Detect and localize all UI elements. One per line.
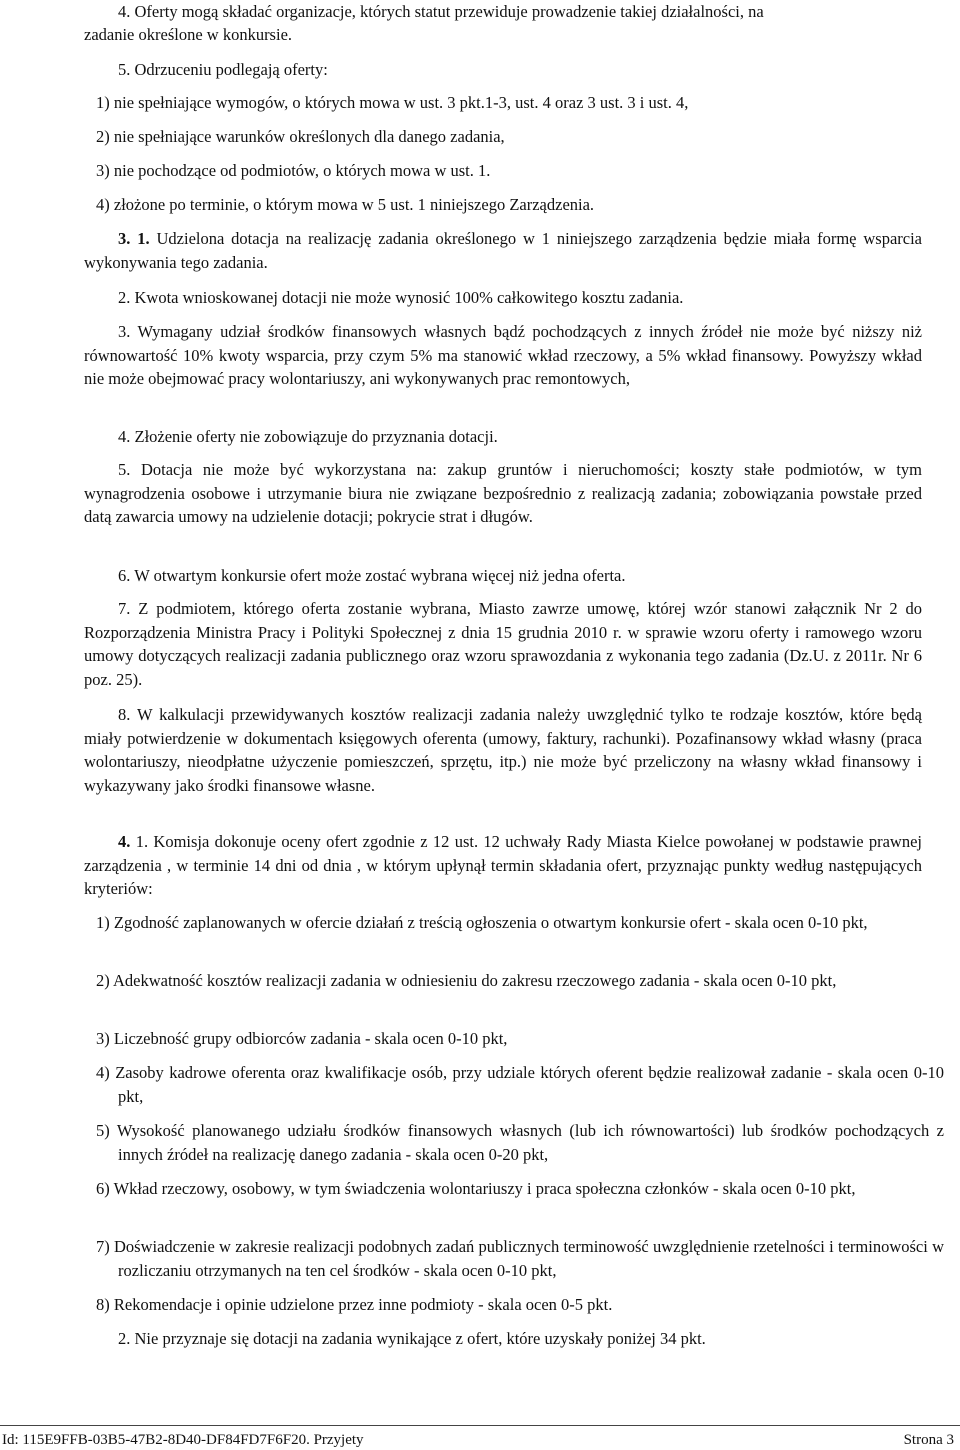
footer-document-id: Id: 115E9FFB-03B5-47B2-8D40-DF84FD7F6F20. Przyjety — [2, 1432, 364, 1448]
section-4-paragraph-2: 2. Nie przyznaje się dotacji na zadania wynikające z ofert, które uzyskały poniżej 34 pkt. — [118, 1329, 706, 1348]
section-3-paragraph-6: 6. W otwartym konkursie ofert może zostać wybrana więcej niż jedna oferta. — [118, 566, 626, 585]
criterion-item: 2) Adekwatność kosztów realizacji zadania w odniesieniu do zakresu rzeczowego zadania - skala ocen 0-10 pkt, — [96, 971, 837, 990]
paragraph-5: 5. Odrzuceniu podlegają oferty: — [118, 60, 328, 79]
criterion-item: 8) Rekomendacje i opinie udzielone przez inne podmioty - skala ocen 0-5 pkt. — [96, 1295, 613, 1314]
criterion-item: 5) Wysokość planowanego udziału środków finansowych własnych (lub ich równowartości) lub środków pochodzących z innych źródeł na realizację danego zadania - skala ocen 0-20 pkt, — [96, 1121, 944, 1164]
section-3-paragraph-4: 4. Złożenie oferty nie zobowiązuje do przyznania dotacji. — [118, 427, 498, 446]
paragraph-4-continued: zadanie określone w konkursie. — [84, 25, 293, 44]
section-3-paragraph-8: 8. W kalkulacji przewidywanych kosztów realizacji zadania należy uwzględnić tylko te rodzaje kosztów, które będą miały potwierdzenie w dokumentach księgowych oferenta (umowy, faktury, rachunki). Pozafinansowy wkład własny (praca wolontariuszy, nieodpłatne użyczenie pomieszczeń, sprzętu, itp.) nie może być przeliczony na własny wkład finansowy i wykazywany jako środki finansowe własne. — [84, 705, 922, 795]
section-3-paragraph-3: 3. Wymagany udział środków finansowych własnych bądź pochodzących z innych źródeł nie może być niższy niż równowartość 10% kwoty wsparcia, przy czym 5% ma stanowić wkład rzeczowy, a 5% wkład finansowy. Powyższy wkład nie może obejmować pracy wolontariuszy, ani wykonywanych prac remontowych, — [84, 322, 922, 388]
section-3-text-1: Udzielona dotacja na realizację zadania określonego w 1 niniejszego zarządzenia będzie miała formę wsparcia wykonywania tego zadania. — [84, 229, 922, 272]
section-3-heading: 3. 1. — [118, 229, 150, 248]
criterion-item: 7) Doświadczenie w zakresie realizacji podobnych zadań publicznych terminowość uwzględnienie rzetelności i terminowości w rozliczaniu otrzymanych na ten cel środków - skala ocen 0-10 pkt, — [96, 1237, 944, 1280]
section-3-paragraph-2: 2. Kwota wnioskowanej dotacji nie może wynosić 100% całkowitego kosztu zadania. — [118, 288, 684, 307]
section-4-text-1: 1. Komisja dokonuje oceny ofert zgodnie z 12 ust. 12 uchwały Rady Miasta Kielce powołanej w podstawie prawnej zarządzenia , w terminie 14 dni od dnia , w którym upłynął termin składania ofert, przyznając punkty według następujących kryteriów: — [84, 832, 922, 898]
footer-page-number: Strona 3 — [903, 1432, 954, 1448]
reject-item-4: 4) złożone po terminie, o którym mowa w 5 ust. 1 niniejszego Zarządzenia. — [96, 195, 595, 214]
criterion-item: 3) Liczebność grupy odbiorców zadania - skala ocen 0-10 pkt, — [96, 1029, 508, 1048]
section-3-paragraph-7: 7. Z podmiotem, którego oferta zostanie wybrana, Miasto zawrze umowę, której wzór stanowi załącznik Nr 2 do Rozporządzenia Ministra Pracy i Polityki Społecznej z dnia 15 grudnia 2010 r. w sprawie wzoru oferty i ramowego wzoru umowy dotyczących realizacji zadania publicznego oraz wzoru sprawozdania z wykonania tego zadania (Dz.U. z 2011r. Nr 6 poz. 25). — [84, 599, 922, 689]
reject-item-1: 1) nie spełniające wymogów, o których mowa w ust. 3 pkt.1-3, ust. 4 oraz 3 ust. 3 i ust. 4, — [96, 93, 689, 112]
paragraph-4: 4. Oferty mogą składać organizacje, których statut przewiduje prowadzenie takiej działalności, na — [118, 2, 764, 21]
criterion-item: 4) Zasoby kadrowe oferenta oraz kwalifikacje osób, przy udziale których oferent będzie realizował zadanie - skala ocen 0-10 pkt, — [96, 1063, 944, 1106]
reject-item-3: 3) nie pochodzące od podmiotów, o których mowa w ust. 1. — [96, 161, 491, 180]
section-4-heading: 4. — [118, 832, 131, 851]
criterion-item: 6) Wkład rzeczowy, osobowy, w tym świadczenia wolontariuszy i praca społeczna członków - skala ocen 0-10 pkt, — [96, 1179, 856, 1198]
section-3-paragraph-5: 5. Dotacja nie może być wykorzystana na: zakup gruntów i nieruchomości; koszty stałe podmiotów, w tym wynagrodzenia osobowe i utrzymanie biura nie związane bezpośrednio z realizacją zadania; zobowiązania powstałe przed datą zawarcia umowy na udzielenie dotacji; pokrycie strat i długów. — [84, 460, 922, 526]
section-4-paragraph-1 — [84, 830, 922, 901]
section-3-paragraph-1 — [84, 227, 922, 274]
reject-item-2: 2) nie spełniające warunków określonych dla danego zadania, — [96, 127, 505, 146]
footer-divider — [0, 1425, 960, 1426]
criterion-item: 1) Zgodność zaplanowanych w ofercie działań z treścią ogłoszenia o otwartym konkursie ofert - skala ocen 0-10 pkt, — [96, 913, 868, 932]
